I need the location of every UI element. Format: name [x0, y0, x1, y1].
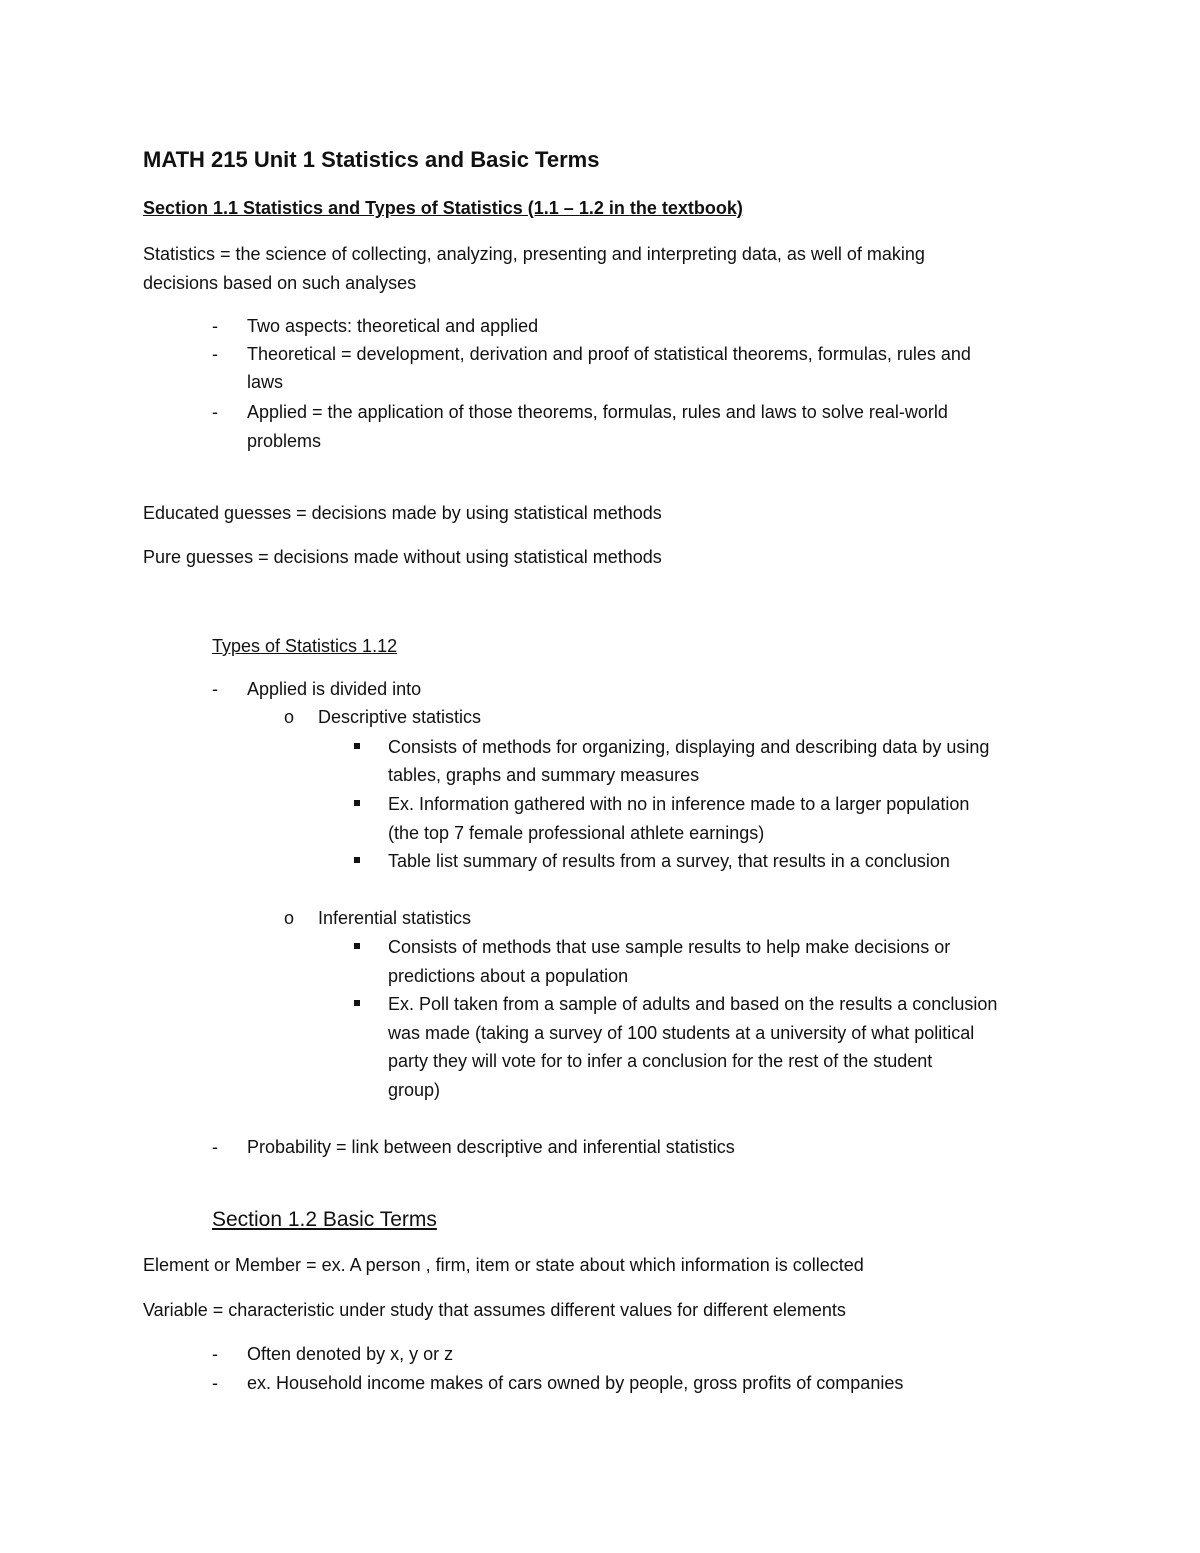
- inferential-item-2-line-2: was made (taking a survey of 100 students at a university of what political: [388, 1023, 975, 1043]
- applied-divided-item: Applied is divided into: [247, 679, 422, 699]
- inferential-item-1-line-1: Consists of methods that use sample results to help make decisions or: [388, 937, 951, 957]
- variable-item-denoted: Often denoted by x, y or z: [247, 1344, 454, 1364]
- list-dash: -: [212, 1373, 218, 1393]
- sublist-marker: o: [284, 707, 295, 727]
- list-dash: -: [212, 402, 218, 422]
- inferential-item-2-line-3: party they will vote for to infer a conclusion for the rest of the student: [388, 1051, 933, 1071]
- variable-item-examples: ex. Household income makes of cars owned by people, gross profits of companies: [247, 1373, 904, 1393]
- descriptive-item-2-line-2: (the top 7 female professional athlete earnings): [388, 823, 765, 843]
- page-title: MATH 215 Unit 1 Statistics and Basic Terms: [143, 147, 600, 172]
- list-item-theoretical-line-1: Theoretical = development, derivation and proof of statistical theorems, formulas, rules and: [247, 344, 971, 364]
- inferential-statistics-label: Inferential statistics: [318, 908, 472, 928]
- variable-definition: Variable = characteristic under study that assumes different values for different elements: [143, 1300, 846, 1320]
- section-1-2-heading: Section 1.2 Basic Terms: [212, 1208, 437, 1231]
- descriptive-item-1-line-1: Consists of methods for organizing, displaying and describing data by using: [388, 737, 990, 757]
- pure-guesses-definition: Pure guesses = decisions made without using statistical methods: [143, 547, 662, 567]
- square-bullet-icon: [354, 1000, 360, 1006]
- element-definition: Element or Member = ex. A person , firm, item or state about which information is collected: [143, 1255, 864, 1275]
- list-dash: -: [212, 679, 218, 699]
- probability-item: Probability = link between descriptive and inferential statistics: [247, 1137, 735, 1157]
- descriptive-item-3: Table list summary of results from a survey, that results in a conclusion: [388, 851, 950, 871]
- educated-guesses-definition: Educated guesses = decisions made by using statistical methods: [143, 503, 662, 523]
- inferential-item-2-line-4: group): [388, 1080, 441, 1100]
- descriptive-item-1-line-2: tables, graphs and summary measures: [388, 765, 700, 785]
- statistics-definition-line-1: Statistics = the science of collecting, analyzing, presenting and interpreting data, as well of making: [143, 244, 925, 264]
- list-dash: -: [212, 316, 218, 336]
- sublist-marker: o: [284, 908, 295, 928]
- inferential-item-1-line-2: predictions about a population: [388, 966, 629, 986]
- list-item-applied-line-1: Applied = the application of those theorems, formulas, rules and laws to solve real-world: [247, 402, 948, 422]
- inferential-item-2-line-1: Ex. Poll taken from a sample of adults and based on the results a conclusion: [388, 994, 998, 1014]
- descriptive-statistics-label: Descriptive statistics: [318, 707, 482, 727]
- list-item-applied-line-2: problems: [247, 431, 322, 451]
- square-bullet-icon: [354, 800, 360, 806]
- square-bullet-icon: [354, 743, 360, 749]
- list-dash: -: [212, 1344, 218, 1364]
- list-dash: -: [212, 344, 218, 364]
- square-bullet-icon: [354, 857, 360, 863]
- square-bullet-icon: [354, 943, 360, 949]
- list-item-two-aspects: Two aspects: theoretical and applied: [247, 316, 539, 336]
- statistics-definition-line-2: decisions based on such analyses: [143, 273, 417, 293]
- list-dash: -: [212, 1137, 218, 1157]
- list-item-theoretical-line-2: laws: [247, 372, 284, 392]
- section-1-1-heading: Section 1.1 Statistics and Types of Statistics (1.1 – 1.2 in the textbook): [143, 198, 743, 218]
- descriptive-item-2-line-1: Ex. Information gathered with no in inference made to a larger population: [388, 794, 970, 814]
- types-of-statistics-heading: Types of Statistics 1.12: [212, 636, 398, 656]
